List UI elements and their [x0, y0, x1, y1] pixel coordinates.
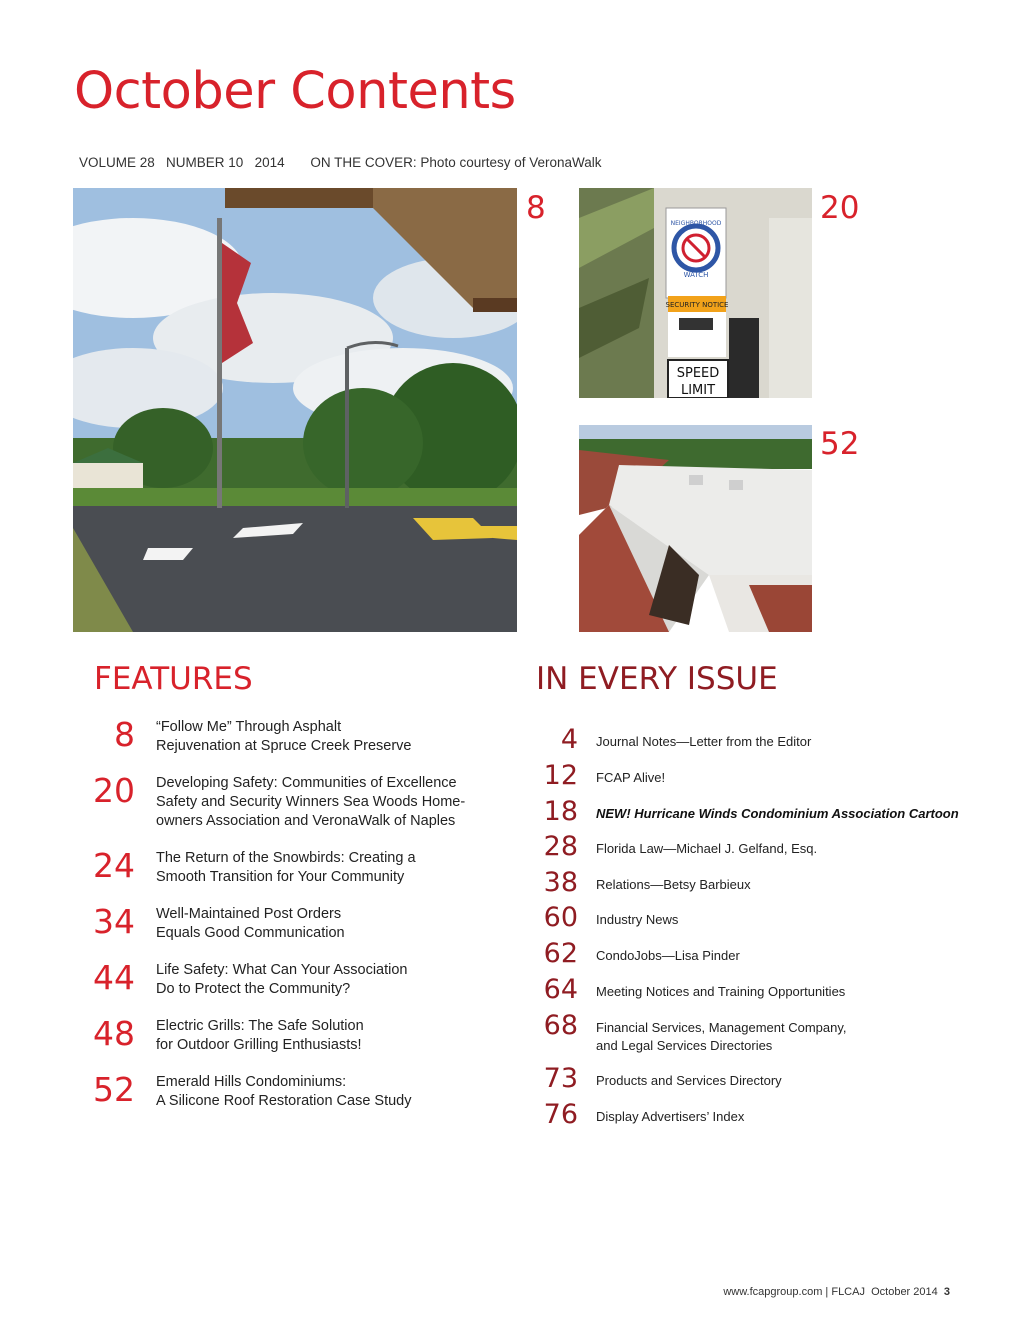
- feature-page-number: 8: [114, 715, 135, 754]
- photo-condominium-roof: [579, 425, 812, 632]
- sign-neighborhood-text: NEIGHBORHOOD: [670, 220, 722, 227]
- footer-separator: |: [825, 1286, 832, 1298]
- issue-item[interactable]: [530, 974, 970, 1016]
- issue-title: Florida Law—Michael J. Gelfand, Esq.: [596, 841, 818, 856]
- footer-site-link[interactable]: www.fcapgroup.com: [723, 1286, 823, 1298]
- feature-title: “Follow Me” Through Asphalt Rejuvenation at Spruce Creek Preserve: [156, 719, 412, 754]
- cover-photo-page-number: 8: [526, 190, 546, 226]
- sign-limit-text: LIMIT: [680, 383, 716, 398]
- issue-page-number: 18: [543, 796, 578, 827]
- issue-item[interactable]: [530, 867, 970, 909]
- issue-page-number: 4: [560, 724, 578, 755]
- feature-item[interactable]: [80, 715, 500, 778]
- issue-title: Meeting Notices and Training Opportunities: [596, 984, 846, 999]
- footer-page-number: 3: [943, 1286, 950, 1298]
- issue-title: FCAP Alive!: [596, 770, 666, 785]
- issue-item[interactable]: [530, 760, 970, 802]
- issue-item[interactable]: [530, 1063, 970, 1105]
- photo-neighborhood-watch-sign: [579, 188, 812, 398]
- feature-item[interactable]: [80, 958, 500, 1021]
- issue-page-number: 12: [543, 760, 578, 791]
- issue-title: CondoJobs—Lisa Pinder: [596, 948, 740, 963]
- issue-page-number: 62: [543, 938, 578, 969]
- sign-watch-text: WATCH: [683, 271, 709, 279]
- issue-page-number: 76: [543, 1099, 578, 1130]
- feature-title: Developing Safety: Communities of Excellence Safety and Security Winners Sea Woods Home- owners Association and VeronaWalk of Naples: [156, 775, 466, 829]
- roof-photo-page-number: 52: [820, 426, 860, 462]
- feature-title: Emerald Hills Condominiums: A Silicone Roof Restoration Case Study: [156, 1074, 412, 1109]
- issue-metadata: [79, 155, 602, 170]
- issue-item[interactable]: [530, 724, 970, 766]
- feature-item[interactable]: [80, 771, 500, 834]
- issue-title: Industry News: [596, 912, 679, 927]
- issue-page-number: 60: [543, 902, 578, 933]
- sign-photo-page-number: 20: [820, 190, 860, 226]
- issue-title: Journal Notes—Letter from the Editor: [596, 734, 812, 749]
- issue-title: NEW! Hurricane Winds Condominium Association Cartoon: [596, 806, 959, 821]
- number-label: NUMBER 10: [166, 155, 244, 170]
- issue-title: Display Advertisers’ Index: [596, 1109, 745, 1124]
- features-heading: FEATURES: [94, 661, 253, 697]
- feature-page-number: 48: [93, 1014, 135, 1053]
- feature-title: Life Safety: What Can Your Association Do to Protect the Community?: [156, 962, 408, 997]
- footer-issue: October 2014: [871, 1286, 938, 1298]
- in-every-issue-heading: IN EVERY ISSUE: [536, 661, 778, 697]
- feature-page-number: 20: [93, 771, 135, 810]
- feature-title: Electric Grills: The Safe Solution for Outdoor Grilling Enthusiasts!: [156, 1018, 364, 1053]
- issue-page-number: 28: [543, 831, 578, 862]
- feature-page-number: 52: [93, 1070, 135, 1109]
- issue-item[interactable]: [530, 902, 970, 944]
- feature-title: The Return of the Snowbirds: Creating a Smooth Transition for Your Community: [156, 850, 416, 885]
- cover-photo-street-flag: [73, 188, 517, 632]
- issue-item[interactable]: [530, 938, 970, 980]
- issue-title: Products and Services Directory: [596, 1073, 782, 1088]
- feature-item[interactable]: [80, 846, 500, 909]
- feature-title: Well-Maintained Post Orders Equals Good Communication: [156, 906, 345, 941]
- issue-item[interactable]: [530, 831, 970, 873]
- issue-page-number: 73: [543, 1063, 578, 1094]
- issue-item[interactable]: [530, 1099, 970, 1141]
- feature-item[interactable]: [80, 902, 500, 965]
- feature-item[interactable]: [80, 1070, 500, 1133]
- feature-page-number: 44: [93, 958, 135, 997]
- issue-page-number: 64: [543, 974, 578, 1005]
- page-title: October Contents: [74, 62, 516, 121]
- issue-item[interactable]: [530, 1010, 970, 1066]
- year-label: 2014: [254, 155, 285, 170]
- feature-page-number: 34: [93, 902, 135, 941]
- page-footer: [723, 1286, 950, 1298]
- issue-title: Financial Services, Management Company, and Legal Services Directories: [596, 1020, 847, 1053]
- issue-item[interactable]: [530, 796, 970, 838]
- issue-page-number: 68: [543, 1010, 578, 1041]
- sign-speed-text: SPEED: [676, 366, 720, 381]
- sign-security-text: SECURITY NOTICE: [665, 301, 729, 309]
- cover-credit: ON THE COVER: Photo courtesy of VeronaWalk: [310, 155, 602, 170]
- issue-title: Relations—Betsy Barbieux: [596, 877, 751, 892]
- volume-label: VOLUME 28: [79, 155, 155, 170]
- feature-page-number: 24: [93, 846, 135, 885]
- footer-journal: FLCAJ: [831, 1286, 865, 1298]
- issue-page-number: 38: [543, 867, 578, 898]
- feature-item[interactable]: [80, 1014, 500, 1077]
